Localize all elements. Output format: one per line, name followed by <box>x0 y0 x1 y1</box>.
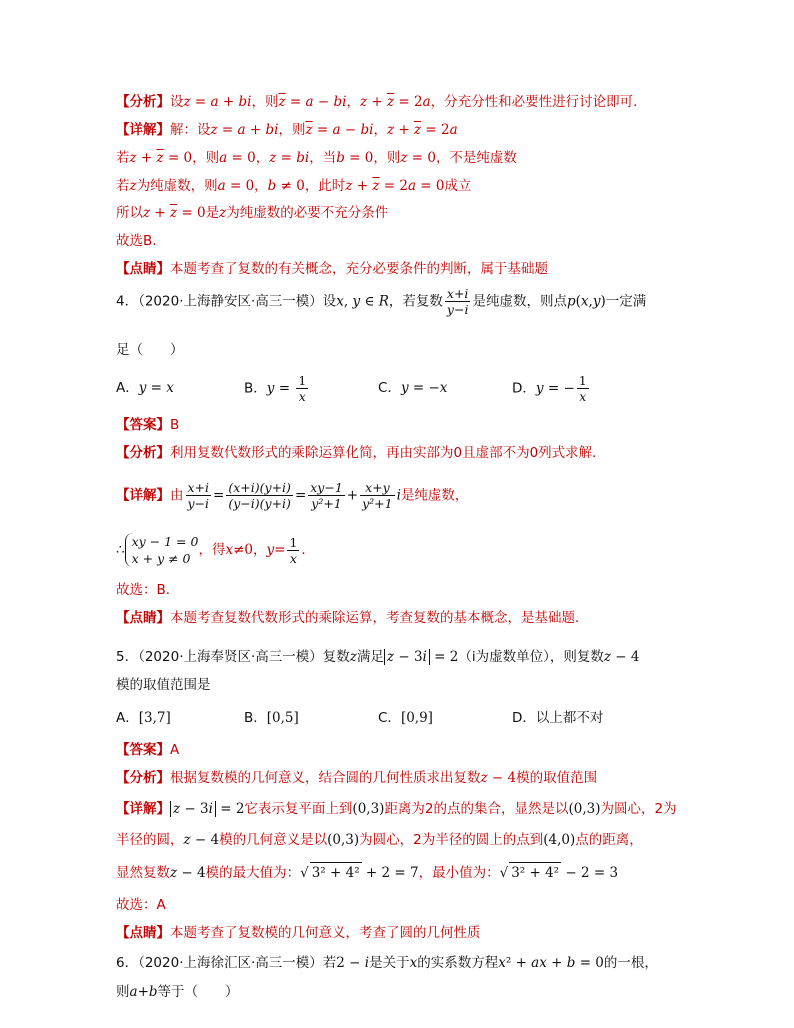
q3-detail-line-4: 所以$z + \overline{z} = 0$是z为纯虚数的必要不充分条件 <box>116 205 389 221</box>
q4-system: ∴ xy − 1 = 0 x + y ≠ 0 ，得x≠0，y= $\frac{1}{x}$ ． <box>116 534 315 566</box>
q5-option-b: B．[0,5] <box>244 710 299 726</box>
q6-stem-line-1: 6．（2020·上海徐汇区·高三一模）若2 − i是关于x的实系数方程x² + ax + b = 0的一根， <box>116 955 658 971</box>
q4-comment: 【点睛】本题考查复数代数形式的乘除运算，考查复数的基本概念，是基础题． <box>116 610 589 626</box>
q5-detail-line-2: 半径的圆，z − 4模的几何意义是以(0,3)为圆心，2为半径的圆上的点到(4,0)点的距离， <box>116 832 643 848</box>
q4-option-a: A．y = x <box>116 380 174 396</box>
q4-choose: 故选：B． <box>116 582 180 598</box>
q4-option-b: B．y = $\frac{1}{x}$ <box>244 373 307 404</box>
q4-option-d: D．y = − $\frac{1}{x}$ <box>512 373 587 404</box>
q3-comment: 【点睛】本题考查了复数的有关概念，充分必要条件的判断，属于基础题 <box>116 261 548 277</box>
q4-stem-line-1: 4．（2020·上海静安区·高三一模）设x, y ∈ R，若复数 $\frac{x+i}{y-i}$ 是纯虚数，则点p(x,y)一定满 <box>116 286 647 317</box>
q4-detail: 【详解】由 $\frac{x+i}{y-i}$ = $\frac{(x+i)(y+i)}{(y-i)(y+i)}$ = $\frac{xy-1}{\text{y²+1}}$ + $\frac{x+y}{\text{y²+1}}$ i是纯虚数， <box>116 480 469 511</box>
q5-option-d: D．以上都不对 <box>512 710 604 726</box>
q3-detail-line: 【详解】解：设z = a + bi，则$\overline{z} = a$ − bi，$z + \overline{z} = 2a$ <box>116 122 458 138</box>
q6-stem-line-2: 则a+b等于（ ） <box>116 984 239 1000</box>
q4-option-c: C．y = −x <box>378 380 448 396</box>
q3-choose: 故选B. <box>116 233 157 249</box>
q5-option-c: C．[0,9] <box>378 710 433 726</box>
q5-answer: 【答案】A <box>116 742 180 758</box>
q5-analysis: 【分析】根据复数模的几何意义，结合圆的几何性质求出复数z − 4模的取值范围 <box>116 770 598 786</box>
analysis-tag: 【分析】 <box>116 94 170 110</box>
q5-detail-line-1: 【详解】 z − 3i = 2它表示复平面上到(0,3)距离为2的点的集合，显然是以(0,3)为圆心，2为 <box>116 801 677 817</box>
q4-answer: 【答案】B <box>116 417 180 433</box>
q4-fraction: $\frac{x+i}{y-i}$ <box>446 286 469 317</box>
q5-choose: 故选：A <box>116 897 166 913</box>
q4-stem-line-2: 足（ ） <box>116 342 184 358</box>
q5-comment: 【点睛】本题考查了复数模的几何意义，考查了圆的几何性质 <box>116 925 481 941</box>
q5-stem-line-1: 5．（2020·上海奉贤区·高三一模）复数z满足 z − 3i = 2（i为虚数单位），则复数z − 4 <box>116 649 640 665</box>
q4-analysis: 【分析】利用复数代数形式的乘除运算化简，再由实部为0且虚部不为0列式求解． <box>116 445 606 461</box>
q5-stem-line-2: 模的取值范围是 <box>116 677 211 693</box>
q3-detail-line-2: 若$z + \overline{z} = 0$，则a = 0，z = bi，当b = 0，则z = 0，不是纯虚数 <box>116 150 517 166</box>
q3-analysis-line: 【分析】设z = a + bi，则$\overline{z} = a$ − bi，$z + \overline{z} = 2a$，分充分性和必要性进行讨论即可. <box>116 94 638 110</box>
q5-option-a: A．[3,7] <box>116 710 171 726</box>
q3-detail-line-3: 若z为纯虚数，则a = 0，b ≠ 0，此时$z + \overline{z} = 2a = 0$成立 <box>116 178 472 194</box>
q5-detail-line-3: 显然复数z − 4模的最大值为：√ 3² + 4² + 2 = 7，最小值为：√ 3² + 4² − 2 = 3 <box>116 862 618 883</box>
